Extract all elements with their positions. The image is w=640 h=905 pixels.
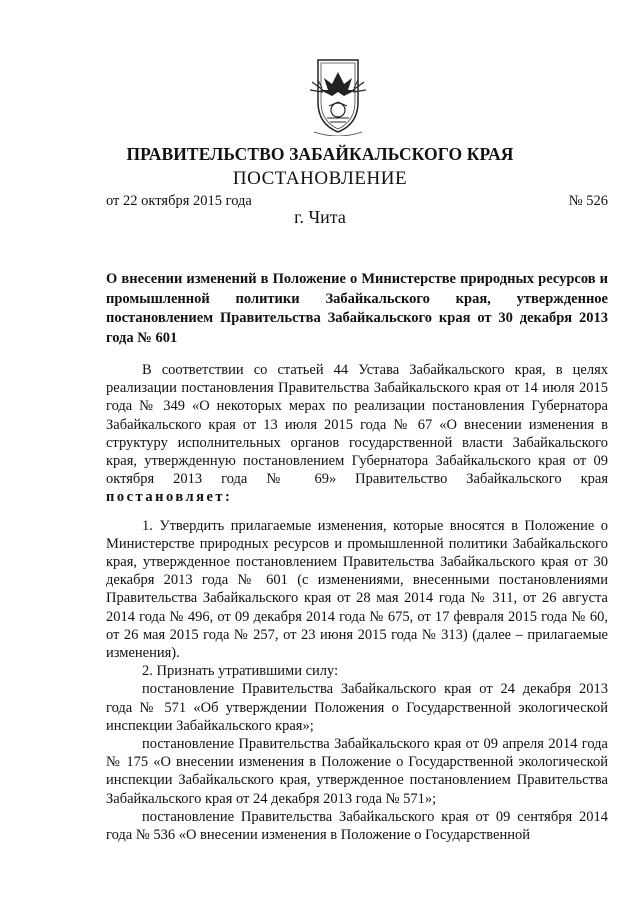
preamble-paragraph	[106, 361, 608, 507]
item-paragraph-2: 2. Признать утратившими силу:	[142, 663, 339, 680]
repealed-act-1: постановление Правительства Забайкальского края от 24 декабря 2013 года № 571 «Об утверждении Положения о Государственной экологической инспекции Забайкальского края»;	[106, 681, 608, 734]
document-number: № 526	[568, 193, 608, 209]
decision-word: постановляет:	[106, 489, 233, 506]
document-city: г. Чита	[294, 207, 346, 227]
document-date: от 22 октября 2015 года	[106, 193, 252, 209]
document-title: О внесении изменений в Положение о Министерстве природных ресурсов и промышленной политики Забайкальского края, утвержденное постановлением Правительства Забайкальского края от 30 декабря 2013 года № 601	[106, 271, 608, 346]
preamble-text: В соответствии со статьей 44 Устава Забайкальского края, в целях реализации постановления Правительства Забайкальского края от 14 июля 2015 года № 349 «О некоторых мерах по реализации постановления Губернатора Забайкальского края от 13 июля 2015 года № 67 «О внесении изменения в структуру исполнительных органов государственной власти Забайкальского края, утвержденную постановлением Губернатора Забайкальского края от 09 октября 2013 года № 69» Правительство Забайкальского края	[106, 362, 608, 488]
repealed-act-2: постановление Правительства Забайкальского края от 09 апреля 2014 года № 175 «О внесении изменения в Положение о Государственной экологической инспекции Забайкальского края, утвержденное постановлением Правительства Забайкальского края от 24 декабря 2013 года № 571»;	[106, 736, 608, 807]
coat-of-arms-emblem	[294, 50, 382, 136]
government-name: ПРАВИТЕЛЬСТВО ЗАБАЙКАЛЬСКОГО КРАЯ	[126, 144, 514, 164]
repealed-act-3: постановление Правительства Забайкальского края от 09 сентября 2014 года № 536 «О внесении изменения в Положение о Государственной	[106, 808, 608, 844]
document-body	[106, 361, 608, 844]
item-paragraph-1: 1. Утвердить прилагаемые изменения, которые вносятся в Положение о Министерстве природных ресурсов и промышленной политики Забайкальского края, утвержденное постановлением Правительства Забайкальского края от 30 декабря 2013 года № 601 (с изменениями, внесенными постановлениями Правительства Забайкальского края от 28 мая 2014 года № 311, от 26 августа 2014 года № 496, от 09 декабря 2014 года № 675, от 17 февраля 2015 года № 60, от 26 мая 2015 года № 257, от 23 июня 2015 года № 313) (далее – прилагаемые изменения).	[106, 517, 608, 662]
document-type: ПОСТАНОВЛЕНИЕ	[232, 168, 408, 189]
